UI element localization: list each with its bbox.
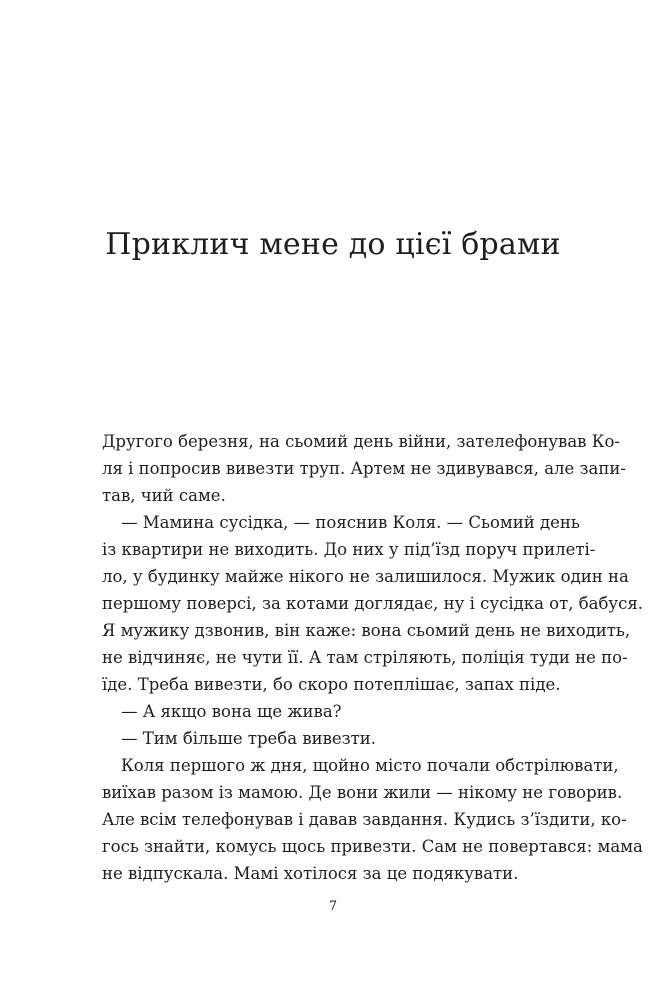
- text-line: не відчиняє, не чути її. А там стріляють, поліція туди не по-: [102, 648, 628, 667]
- text-line: виїхав разом із мамою. Де вони жили — нікому не говорив.: [102, 783, 623, 802]
- text-line: їде. Треба вивезти, бо скоро потеплішає, запах піде.: [102, 675, 561, 694]
- text-line: першому поверсі, за котами доглядає, ну і сусідка от, бабуся.: [102, 594, 644, 613]
- text-line: — Тим більше треба вивезти.: [121, 729, 377, 748]
- chapter-title: Приклич мене до цієї брами: [105, 227, 561, 262]
- text-line: не відпускала. Мамі хотілося за це подякувати.: [102, 864, 519, 883]
- text-line: Коля першого ж дня, щойно місто почали обстрілювати,: [121, 756, 619, 775]
- text-line: тав, чий саме.: [102, 486, 226, 505]
- chapter-body: [102, 428, 644, 887]
- text-line: ля і попросив вивезти труп. Артем не здивувався, але запи-: [102, 459, 626, 478]
- text-line: гось знайти, комусь щось привезти. Сам не повертався: мама: [102, 837, 643, 856]
- text-line: — Мамина сусідка, — пояснив Коля. — Сьомий день: [121, 513, 580, 532]
- page-number: 7: [328, 899, 338, 914]
- text-line: ло, у будинку майже нікого не залишилося. Мужик один на: [102, 567, 629, 586]
- text-line: Але всім телефонував і давав завдання. Кудись з’їздити, ко-: [102, 810, 627, 829]
- text-line: із квартири не виходить. До них у під’їзд поруч прилеті-: [102, 540, 596, 559]
- text-line: Я мужику дзвонив, він каже: вона сьомий день не виходить,: [102, 621, 631, 640]
- text-line: — А якщо вона ще жива?: [121, 702, 342, 721]
- text-line: Другого березня, на сьомий день війни, зателефонував Ко-: [102, 432, 620, 451]
